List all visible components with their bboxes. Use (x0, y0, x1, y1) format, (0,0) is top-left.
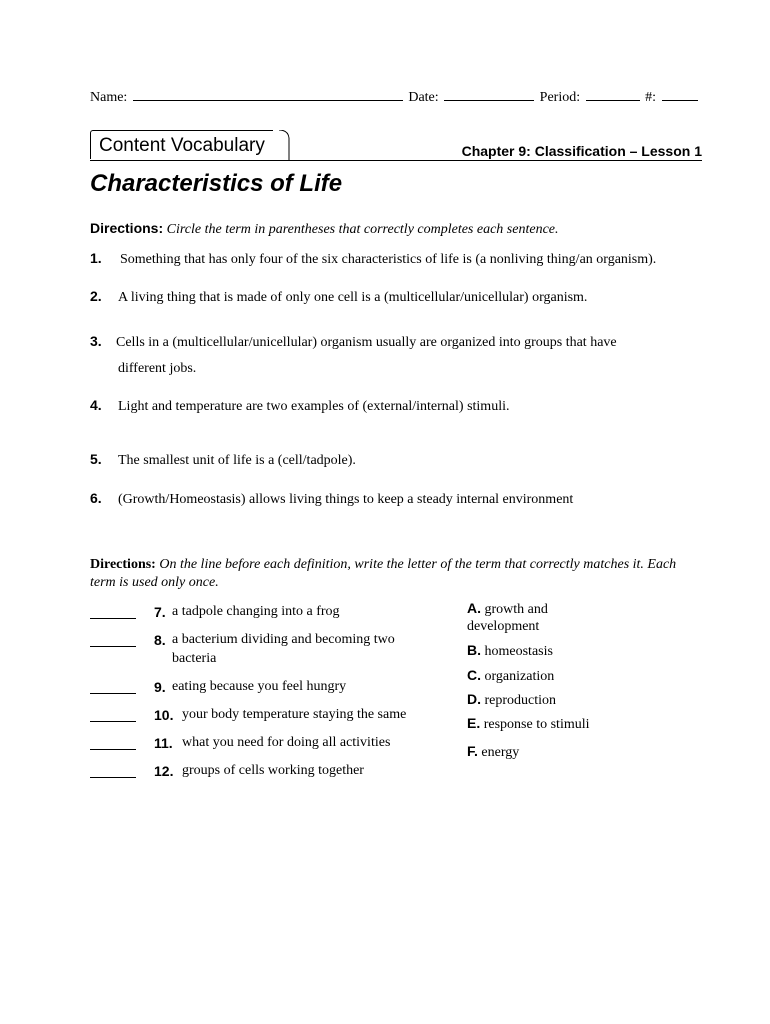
date-field[interactable] (444, 88, 534, 101)
term-f (467, 743, 519, 761)
number-label: #: (645, 90, 656, 105)
question-number: 4. (90, 397, 102, 413)
term-a (467, 600, 548, 618)
matching-text-continuation: bacteria (172, 651, 217, 666)
question-3 (90, 333, 617, 351)
directions-1 (90, 220, 559, 238)
question-text: Light and temperature are two examples of (external/internal) stimuli. (118, 399, 510, 414)
chapter-heading: Chapter 9: Classification – Lesson 1 (461, 143, 702, 159)
matching-number: 10. (154, 707, 174, 723)
directions-1-text: Circle the term in parentheses that correctly completes each sentence. (166, 222, 559, 237)
question-number: 2. (90, 288, 102, 304)
page-title: Characteristics of Life (90, 170, 343, 197)
question-number: 5. (90, 451, 102, 467)
period-field[interactable] (586, 88, 640, 101)
question-number: 1. (90, 250, 102, 266)
term-letter: F. (467, 743, 478, 759)
question-6 (90, 490, 573, 508)
tab-curve-decoration (279, 130, 293, 160)
question-text: A living thing that is made of only one cell is a (multicellular/unicellular) organism. (118, 290, 588, 305)
term-a-continuation: development (467, 619, 540, 634)
matching-text: groups of cells working together (182, 763, 364, 778)
name-label: Name: (90, 90, 128, 105)
period-label: Period: (539, 90, 581, 105)
term-text: response to stimuli (483, 717, 590, 732)
question-1 (90, 250, 656, 268)
matching-number: 11. (154, 735, 173, 751)
matching-number: 12. (154, 763, 174, 779)
answer-blank[interactable] (90, 749, 136, 750)
answer-blank[interactable] (90, 693, 136, 694)
question-3-continuation: different jobs. (118, 361, 197, 376)
term-text: energy (481, 745, 520, 760)
matching-number: 9. (154, 679, 166, 695)
term-letter: B. (467, 642, 481, 658)
question-number: 6. (90, 490, 102, 506)
directions-2-text: On the line before each definition, write the letter of the term that correctly matches it. Each term is used only once. (90, 557, 677, 590)
header-rule (90, 160, 702, 161)
term-d (467, 691, 556, 709)
term-text: organization (484, 669, 555, 684)
question-2 (90, 288, 587, 306)
matching-text: eating because you feel hungry (172, 679, 347, 694)
name-field[interactable] (133, 88, 403, 101)
matching-number: 8. (154, 632, 166, 648)
answer-blank[interactable] (90, 721, 136, 722)
number-field[interactable] (662, 88, 698, 101)
answer-blank[interactable] (90, 618, 136, 619)
question-text: (Growth/Homeostasis) allows living things to keep a steady internal environment (118, 492, 574, 507)
term-text: growth and (484, 602, 548, 617)
term-text: reproduction (484, 693, 557, 708)
directions-2-label: Directions: (90, 557, 156, 572)
question-text: The smallest unit of life is a (cell/tadpole). (118, 453, 356, 468)
term-letter: C. (467, 667, 481, 683)
term-text: homeostasis (484, 644, 553, 659)
question-text: Cells in a (multicellular/unicellular) organism usually are organized into groups that have (116, 335, 617, 350)
term-e (467, 715, 590, 733)
matching-number: 7. (154, 604, 166, 620)
directions-1-label: Directions: (90, 220, 164, 236)
matching-text: a bacterium dividing and becoming two (172, 632, 395, 647)
term-c (467, 667, 554, 685)
question-number: 3. (90, 333, 102, 349)
question-5 (90, 451, 356, 469)
student-info-row (90, 88, 702, 106)
matching-text: a tadpole changing into a frog (172, 604, 340, 619)
directions-2 (90, 556, 702, 592)
term-letter: D. (467, 691, 481, 707)
date-label: Date: (408, 90, 439, 105)
term-letter: A. (467, 600, 481, 616)
answer-blank[interactable] (90, 646, 136, 647)
matching-text: your body temperature staying the same (182, 707, 407, 722)
matching-text: what you need for doing all activities (182, 735, 391, 750)
term-letter: E. (467, 715, 481, 731)
content-vocabulary-tab: Content Vocabulary (90, 130, 273, 159)
question-text: Something that has only four of the six characteristics of life is (a nonliving thing/an organism). (120, 252, 657, 267)
question-4 (90, 397, 509, 415)
answer-blank[interactable] (90, 777, 136, 778)
term-b (467, 642, 553, 660)
